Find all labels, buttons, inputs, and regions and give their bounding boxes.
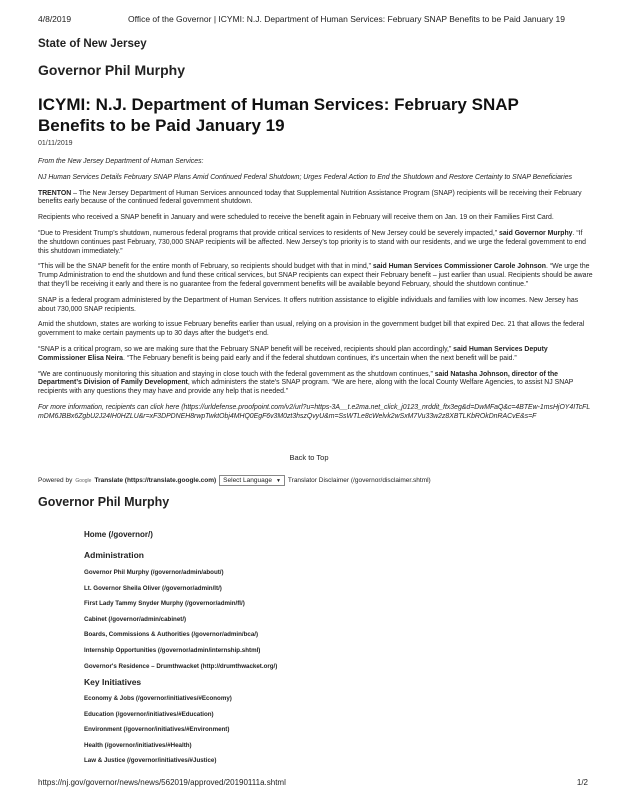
paragraph-5: SNAP is a federal program administered by the Department of Human Services. It offers nutrition assistance to eligible individuals and families with low incomes. New Jersey has about 730,000 SNAP recipients. (38, 296, 579, 313)
key-initiatives-heading: Key Initiatives (84, 677, 142, 687)
key-initiatives-links (84, 695, 232, 773)
footer-link[interactable]: Governor Phil Murphy (/governor/admin/about/) (84, 569, 224, 576)
paragraph-2: Recipients who received a SNAP benefit in January and were scheduled to receive the benefit again in February will receive them on Jan. 19 on their Families First Card. (38, 214, 554, 222)
translate-bar (38, 475, 431, 486)
more-info-link[interactable]: For more information, recipients can click here (https://urldefense.proofpoint.com/v2/url?u=https-3A__t.e2ma.net_click_j0123_nrddit_ftx3eg&d=DwMFaQ&c=4BTEw-1msHjOY4ITcFLmDM6JBBx6ZgbU2J24IH0HZLU&r=xF3DPDNEH8rwpTwktObj4MHQ0EgF6v3M0zt3hszQvyU&m=SsWTLe8cWelvk2wSxM7Vu33w2z8XBTLKbROkDnRACvE&s=F (38, 403, 591, 420)
dateline: TRENTON (38, 189, 72, 197)
google-logo-icon: Google (75, 477, 92, 484)
administration-heading: Administration (84, 550, 144, 560)
state-of-nj-link[interactable]: State of New Jersey (38, 38, 147, 50)
footer-home-link[interactable]: Home (/governor/) (84, 530, 153, 539)
footer-link[interactable]: Cabinet (/governor/admin/cabinet/) (84, 615, 187, 623)
footer-link[interactable]: Law & Justice (/governor/initiatives/#Justice) (84, 757, 217, 765)
translator-disclaimer-link[interactable]: Translator Disclaimer (/governor/disclaimer.shtml) (287, 477, 431, 484)
publish-date: 01/11/2019 (38, 140, 73, 147)
article-source: From the New Jersey Department of Human Services: (38, 158, 204, 165)
powered-by-label: Powered by (38, 477, 73, 484)
footer-governor-title: Governor Phil Murphy (38, 495, 170, 509)
chevron-down-icon: ▼ (275, 477, 281, 484)
print-title: Office of the Governor | ICYMI: N.J. Department of Human Services: February SNAP Benefits to be Paid January 19 (128, 14, 566, 24)
paragraph-8: “We are continuously monitoring this situation and staying in close touch with the federal government as the shutdown continues,” said Natasha Johnson, director of the Department’s Division of Family Development, which administers the state’s SNAP program. “We are here, along with the local County Welfare Agencies, to assist NJ SNAP recipients with any questions they may have and provide any help that is needed.” (38, 370, 574, 396)
paragraph-1: TRENTON – The New Jersey Department of Human Services announced today that Supplemental Nutrition Assistance Program (SNAP) recipients will be receiving their February benefits early because of the continued federal government shutdown. (38, 189, 582, 206)
footer-link[interactable]: Boards, Commissions & Authorities (/governor/admin/bca/) (84, 631, 259, 639)
paragraph-7: “SNAP is a critical program, so we are making sure that the February SNAP benefit will be received, recipients should plan accordingly,” said Human Services Deputy Commissioner Elisa Neira. “The February benefit is being paid early and if the federal shutdown continues, it’s uncertain when the next benefit will be paid.” (38, 345, 548, 362)
governor-site-title[interactable]: Governor Phil Murphy (38, 62, 186, 78)
article-body (38, 158, 593, 429)
footer-link[interactable]: Economy & Jobs (/governor/initiatives/#Economy) (84, 695, 232, 702)
page-title: ICYMI: N.J. Department of Human Services: February SNAP Benefits to be Paid January 19 (38, 95, 519, 135)
page-number: 1/2 (576, 778, 588, 787)
footer-link[interactable]: Internship Opportunities (/governor/admin/internship.shtml) (84, 646, 261, 654)
footer-link[interactable]: Lt. Governor Sheila Oliver (/governor/admin/lt/) (84, 584, 222, 592)
footer-link[interactable]: First Lady Tammy Snyder Murphy (/governor/admin/fl/) (84, 600, 245, 608)
paragraph-6: Amid the shutdown, states are working to issue February benefits earlier than usual, relying on a provision in the government budget bill that expired Dec. 21 that allows the federal government to make certain payments up to 30 days after the budget’s end. (38, 321, 585, 338)
print-url: https://nj.gov/governor/news/news/562019/approved/20190111a.shtml (38, 778, 286, 787)
paragraph-3: “Due to President Trump’s shutdown, numerous federal programs that provide critical services to residents of New Jersey could be severely impacted,” said Governor Murphy. “If the shutdown continues past February, 730,000 SNAP recipients will be affected. New Jersey’s top priority is to stand with our residents, and we urge the federal government to end this shutdown immediately.” (38, 229, 586, 255)
footer-link[interactable]: Health (/governor/initiatives/#Health) (84, 741, 192, 749)
footer-link[interactable]: Environment (/governor/initiatives/#Environment) (84, 726, 230, 734)
article-subhead: NJ Human Services Details February SNAP Plans Amid Continued Federal Shutdown; Urges Federal Action to End the Shutdown and Restore Certainty to SNAP Beneficiaries (38, 173, 573, 181)
back-to-top-link[interactable]: Back to Top (289, 453, 329, 462)
footer-link[interactable]: Education (/governor/initiatives/#Education) (84, 710, 214, 718)
language-select[interactable]: Select Language ▼ (219, 475, 285, 486)
footer-link[interactable]: Governor's Residence – Drumthwacket (http://drumthwacket.org/) (84, 662, 278, 670)
translate-link[interactable]: Translate (https://translate.google.com) (94, 477, 217, 484)
paragraph-4: “This will be the SNAP benefit for the entire month of February, so recipients should budget with that in mind,” said Human Services Commissioner Carole Johnson. “We urge the Trump Administration to end the shutdown and fund these critical services, but SNAP recipients can expect their February benefit – just earlier than usual. Recipients should be aware that they’ll be receiving it early and there is no guarantee from the federal government benefits will be available beyond February, should the shutdown continue.” (38, 263, 593, 288)
administration-links (84, 569, 277, 678)
print-date: 4/8/2019 (38, 14, 72, 24)
